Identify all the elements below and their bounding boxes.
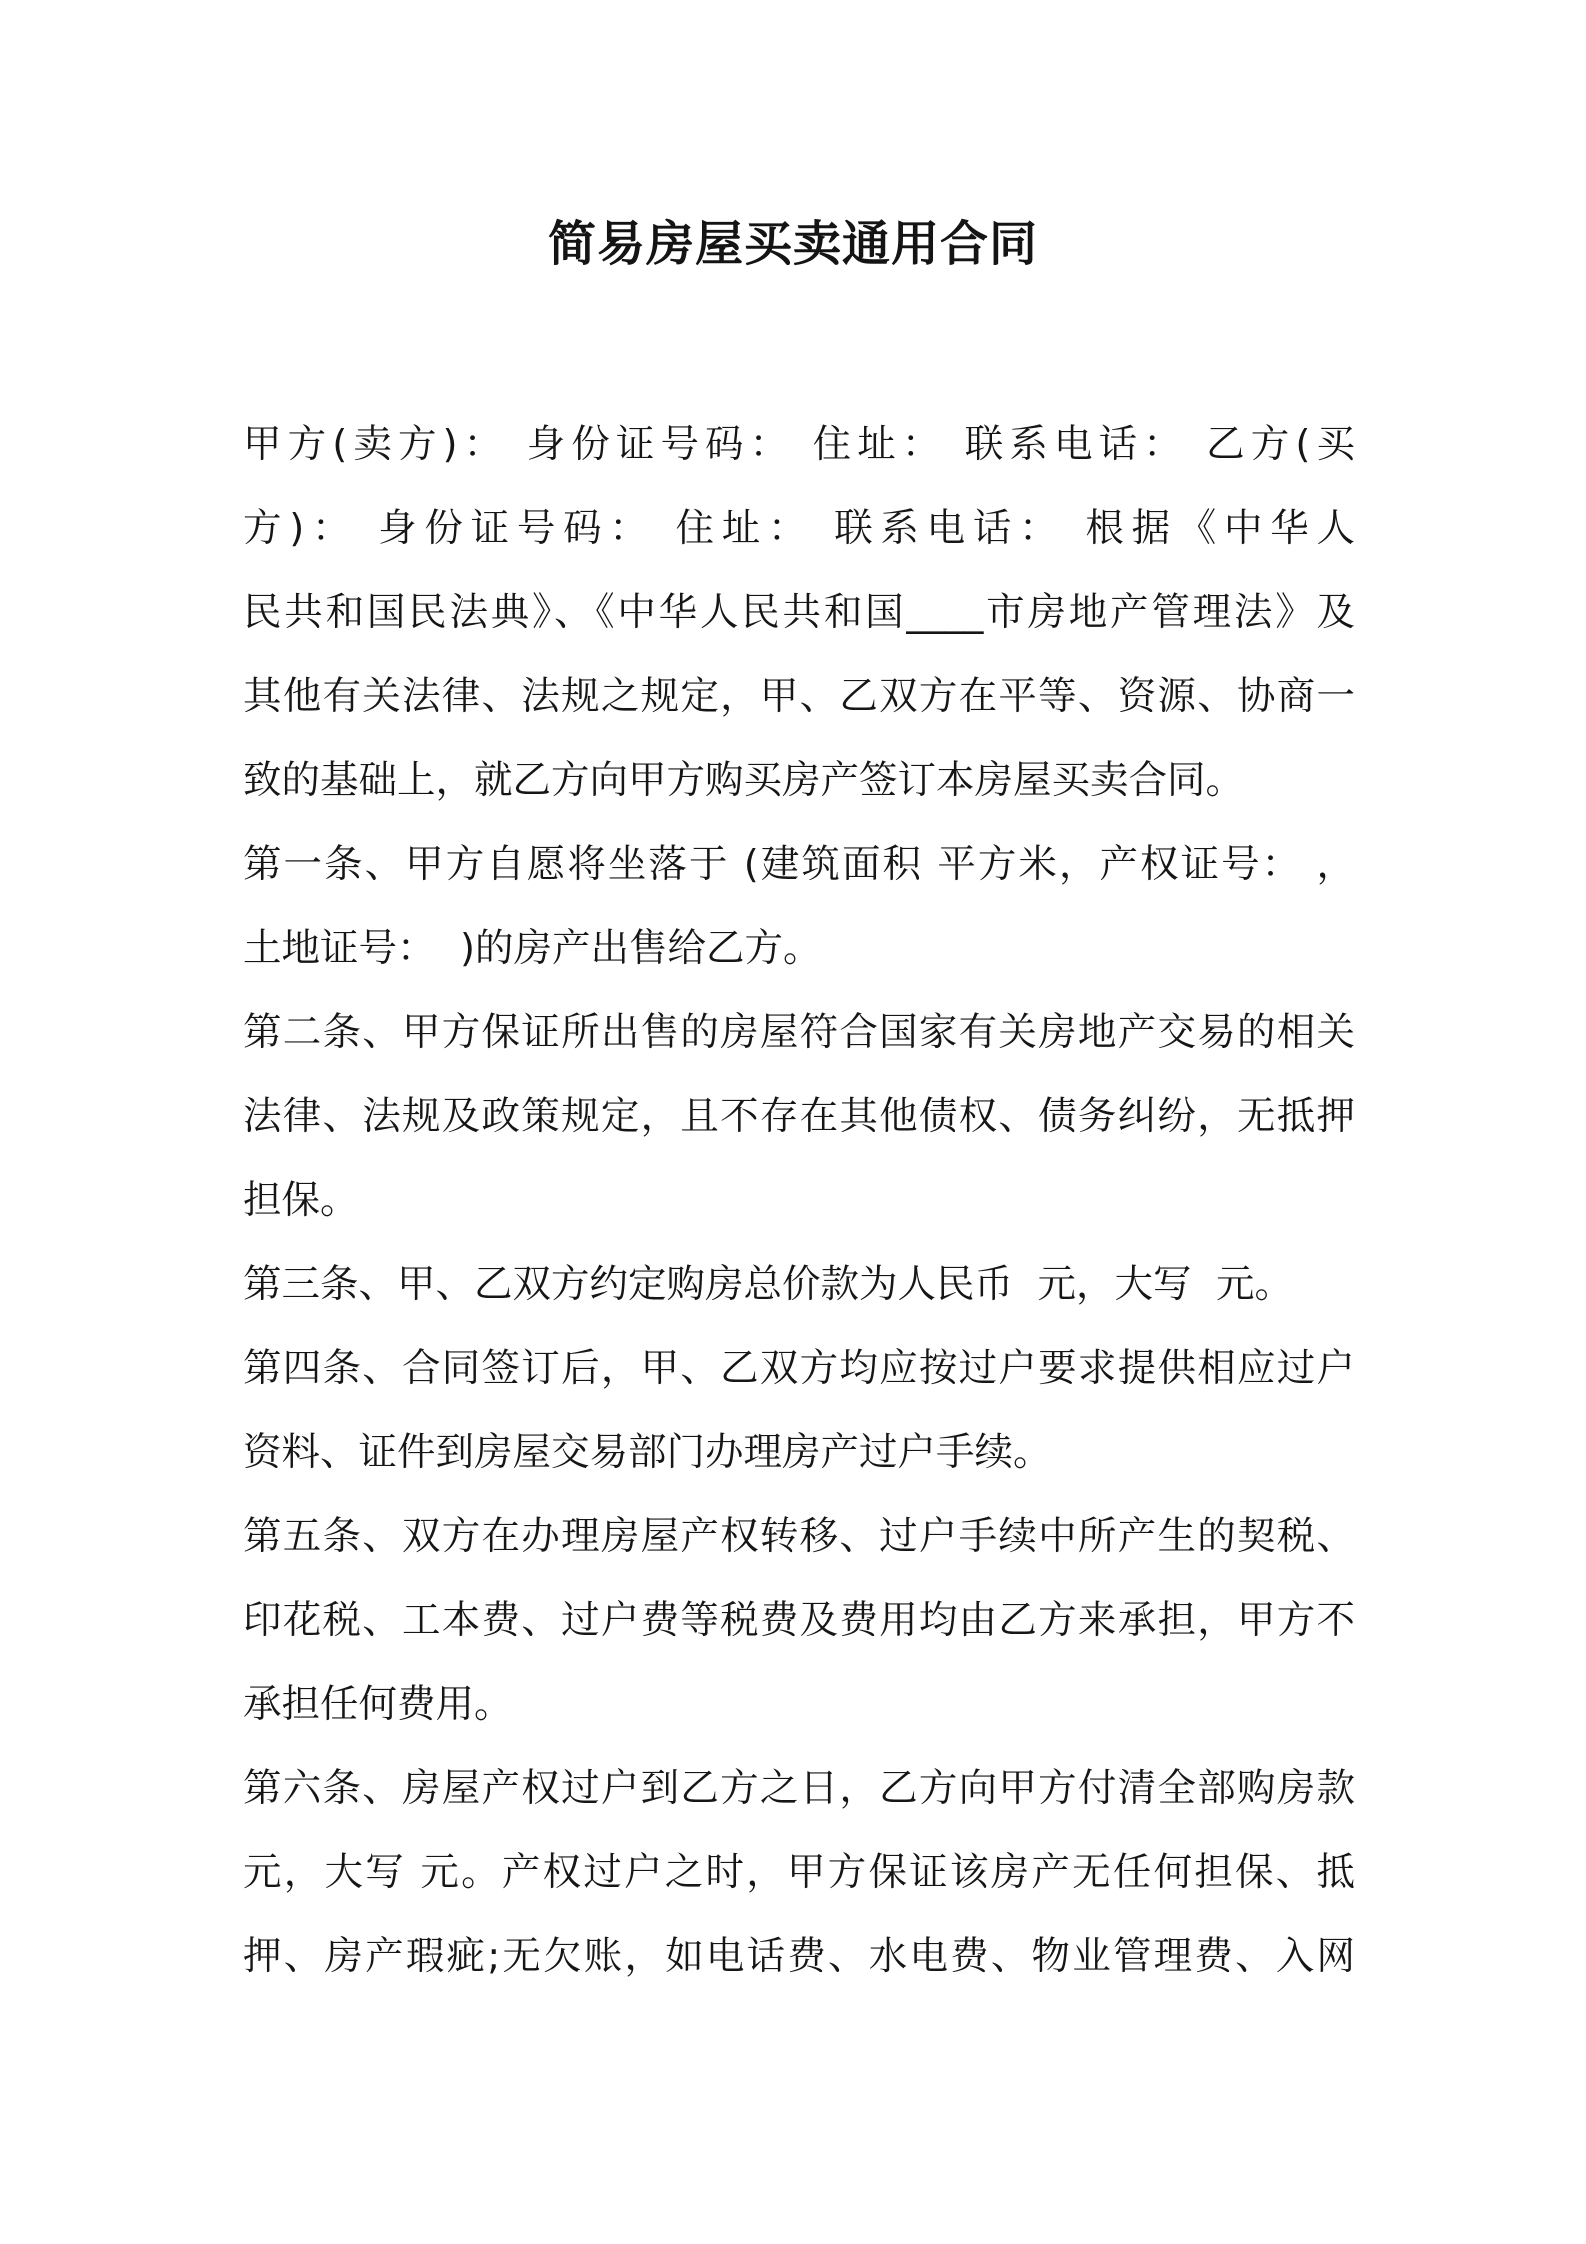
text-line-article-1a: 第一条、甲方自愿将坐落于 (建筑面积 平方米，产权证号： ， (243, 842, 1355, 887)
text-line-article-6b: 元，大写 元。产权过户之时，甲方保证该房产无任何担保、抵 (243, 1850, 1355, 1895)
text-line-article-5c: 承担任何费用。 (243, 1682, 513, 1727)
text-line-article-1b: 土地证号： )的房产出售给乙方。 (243, 926, 822, 971)
text-line-parties-2: 方)： 身份证号码： 住址： 联系电话： 根据《中华人 (243, 506, 1355, 551)
text-line-preamble-2: 其他有关法律、法规之规定，甲、乙双方在平等、资源、协商一 (243, 674, 1355, 719)
text-line-article-6a: 第六条、房屋产权过户到乙方之日，乙方向甲方付清全部购房款 (243, 1766, 1355, 1811)
contract-body (243, 403, 1355, 1999)
text-line-article-5a: 第五条、双方在办理房屋产权转移、过户手续中所产生的契税、 (243, 1514, 1355, 1559)
text-line-article-4a: 第四条、合同签订后，甲、乙双方均应按过户要求提供相应过户 (243, 1346, 1355, 1391)
text-line-article-3: 第三条、甲、乙双方约定购房总价款为人民币 元，大写 元。 (243, 1262, 1293, 1307)
text-line-article-2c: 担保。 (243, 1178, 359, 1223)
text-line-article-5b: 印花税、工本费、过户费等税费及费用均由乙方来承担，甲方不 (243, 1598, 1355, 1643)
text-line-article-6c: 押、房产瑕疵;无欠账，如电话费、水电费、物业管理费、入网 (243, 1934, 1355, 1979)
document-title: 简易房屋买卖通用合同 (547, 216, 1038, 272)
text-line-article-2b: 法律、法规及政策规定，且不存在其他债权、债务纠纷，无抵押 (243, 1094, 1355, 1139)
text-line-parties-1: 甲方(卖方)： 身份证号码： 住址： 联系电话： 乙方(买 (243, 422, 1355, 467)
text-line-preamble-1: 民共和国民法典》、《中华人民共和国____市房地产管理法》及 (243, 590, 1355, 635)
text-line-preamble-3: 致的基础上，就乙方向甲方购买房产签订本房屋买卖合同。 (243, 758, 1245, 803)
text-line-article-4b: 资料、证件到房屋交易部门办理房产过户手续。 (243, 1430, 1052, 1475)
text-line-article-2a: 第二条、甲方保证所出售的房屋符合国家有关房地产交易的相关 (243, 1010, 1355, 1055)
